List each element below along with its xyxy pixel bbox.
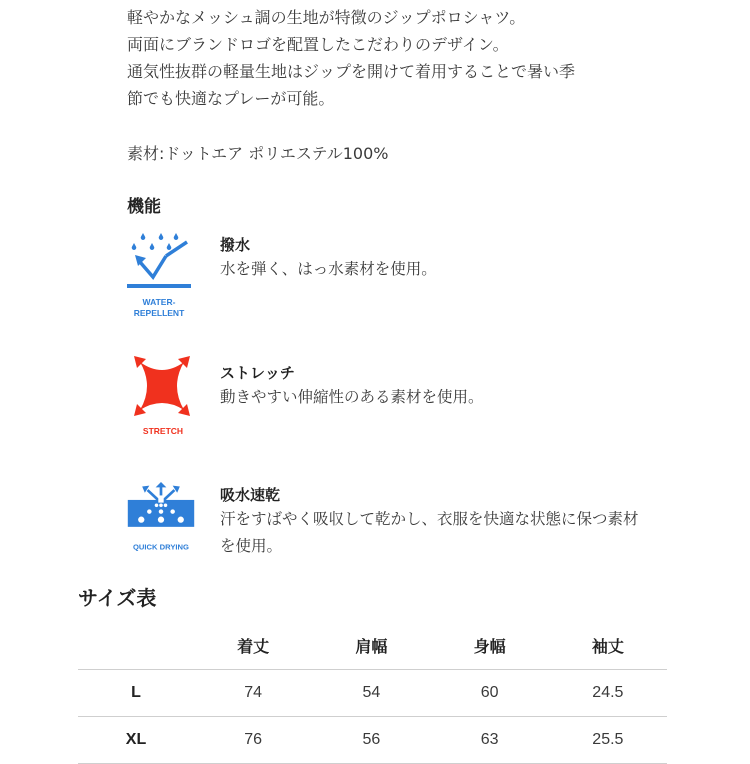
table-cell: 74 bbox=[194, 670, 312, 717]
quick-drying-icon bbox=[126, 478, 196, 573]
feature-description: 汗をすばやく吸収して乾かし、衣服を快適な状態に保つ素材を使用。 bbox=[220, 510, 639, 555]
feature-title: ストレッチ bbox=[220, 364, 295, 382]
material-text: 素材:ドットエア ポリエステル100% bbox=[127, 144, 389, 163]
table-row bbox=[78, 670, 667, 717]
svg-text:STRETCH: STRETCH bbox=[142, 426, 184, 436]
table-cell: 60 bbox=[431, 670, 549, 717]
column-header: 肩幅 bbox=[312, 622, 430, 670]
column-header: 身幅 bbox=[431, 622, 549, 670]
description-line: 節でも快適なプレーが可能。 bbox=[127, 89, 335, 108]
svg-text:QUICK DRYING: QUICK DRYING bbox=[133, 542, 189, 552]
description-line: 両面にブランドロゴを配置したこだわりのデザイン。 bbox=[127, 35, 509, 54]
feature-description: 水を弾く、はっ水素材を使用。 bbox=[220, 260, 437, 278]
table-row bbox=[78, 717, 667, 764]
feature-water-repellent bbox=[126, 228, 666, 328]
table-cell: 56 bbox=[312, 717, 430, 764]
product-description bbox=[127, 4, 647, 112]
table-header-row bbox=[78, 622, 667, 670]
column-header bbox=[78, 622, 194, 670]
feature-stretch bbox=[126, 356, 666, 456]
table-cell: 24.5 bbox=[549, 670, 667, 717]
stretch-icon bbox=[126, 356, 196, 451]
column-header: 着丈 bbox=[194, 622, 312, 670]
size-label: L bbox=[78, 670, 194, 717]
size-table-heading: サイズ表 bbox=[78, 586, 157, 610]
feature-title: 吸水速乾 bbox=[220, 486, 281, 504]
table-cell: 63 bbox=[431, 717, 549, 764]
features-heading: 機能 bbox=[127, 197, 161, 217]
column-header: 袖丈 bbox=[549, 622, 667, 670]
feature-title: 撥水 bbox=[220, 236, 251, 254]
svg-text:WATER-: WATER- bbox=[142, 297, 176, 307]
size-table bbox=[78, 622, 667, 764]
size-label: XL bbox=[78, 717, 194, 764]
water-repellent-icon bbox=[126, 228, 196, 323]
table-cell: 76 bbox=[194, 717, 312, 764]
description-line: 軽やかなメッシュ調の生地が特徴のジップポロシャツ。 bbox=[127, 8, 526, 27]
table-cell: 54 bbox=[312, 670, 430, 717]
description-line: 通気性抜群の軽量生地はジップを開けて着用することで暑い季 bbox=[127, 62, 576, 81]
table-cell: 25.5 bbox=[549, 717, 667, 764]
feature-description: 動きやすい伸縮性のある素材を使用。 bbox=[220, 388, 484, 406]
feature-quick-drying bbox=[126, 478, 666, 578]
svg-text:REPELLENT: REPELLENT bbox=[133, 308, 185, 318]
